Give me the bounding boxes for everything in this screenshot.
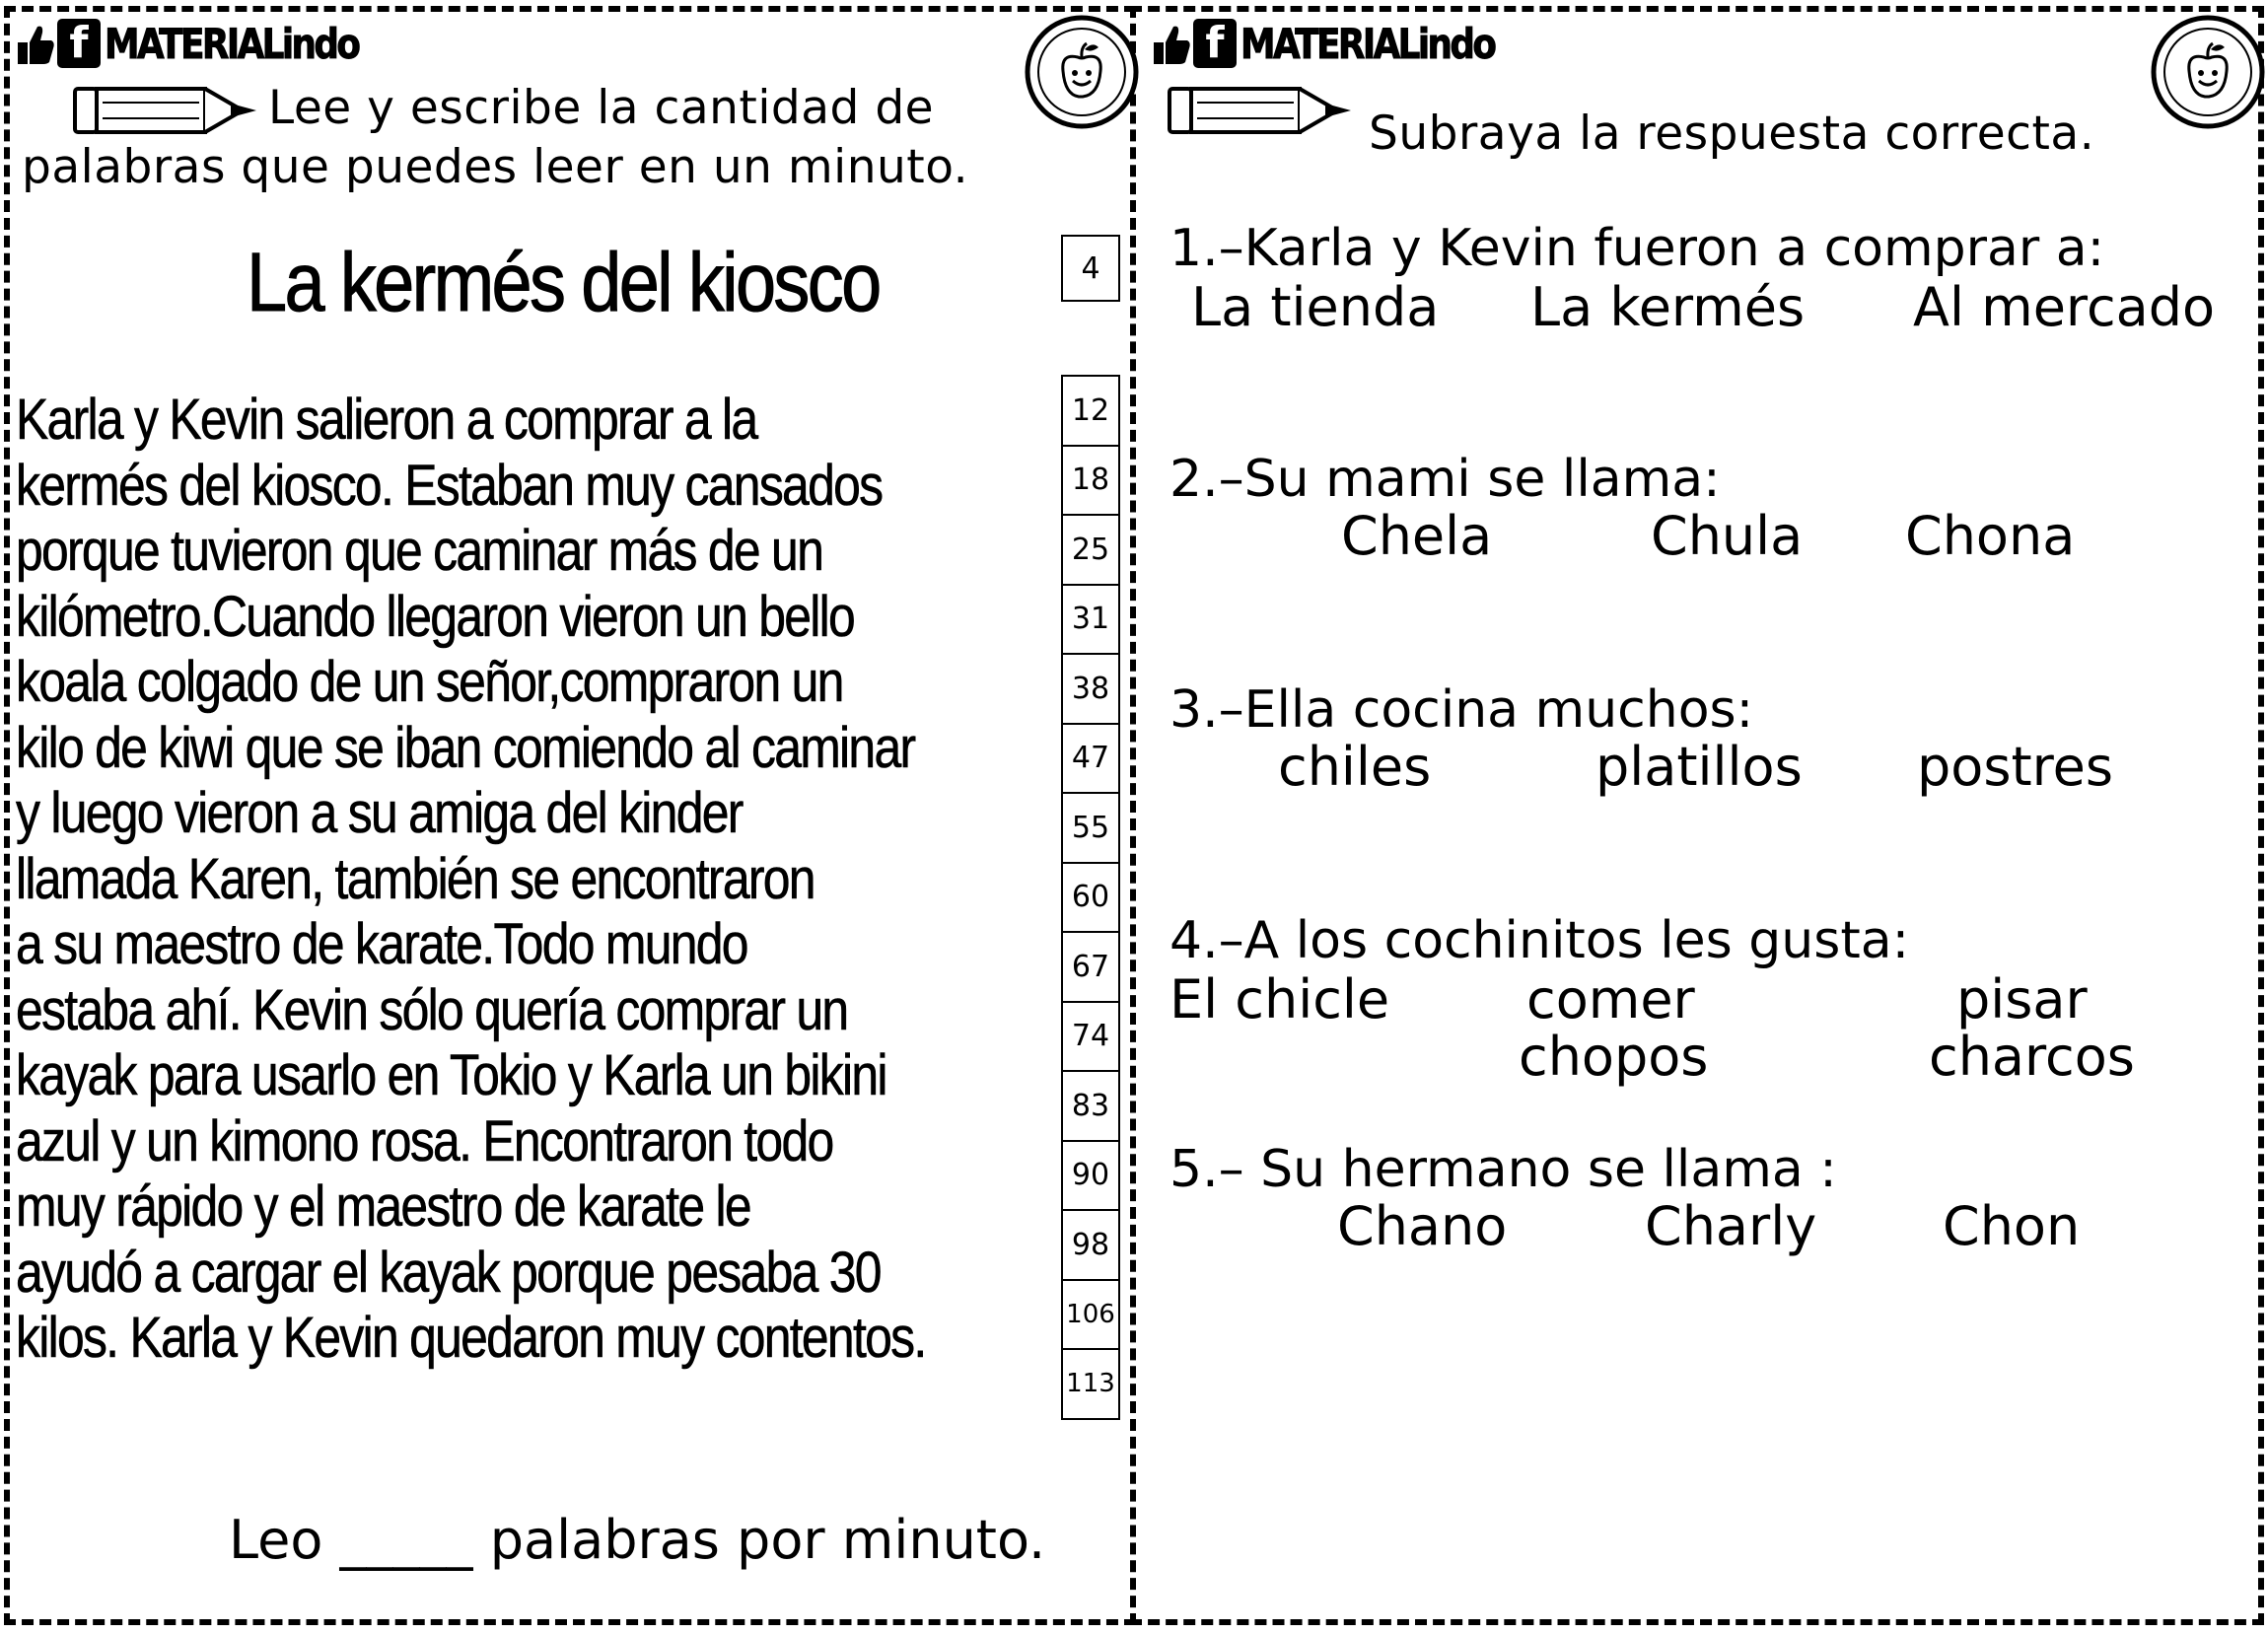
- title-word-count: 4: [1061, 235, 1120, 302]
- story-line: azul y un kimono rosa. Encontraron todo: [16, 1108, 833, 1173]
- option-2a[interactable]: Chela: [1341, 505, 1493, 567]
- word-count-box: 90: [1061, 1140, 1120, 1212]
- thumbs-up-icon: [16, 21, 55, 66]
- option-4c-line2[interactable]: charcos: [1929, 1026, 2135, 1088]
- question-1: 1.–Karla y Kevin fueron a comprar a:: [1169, 219, 2105, 278]
- option-4c-line1[interactable]: pisar: [1956, 968, 2088, 1031]
- pencil-icon: [73, 83, 260, 138]
- story-line: kilómetro.Cuando llegaron vieron un bello: [16, 584, 855, 649]
- option-3b[interactable]: platillos: [1595, 736, 1803, 798]
- story-line: kilo de kiwi que se iban comiendo al caminar: [16, 715, 915, 780]
- word-count-box: 18: [1061, 445, 1120, 517]
- brand-header-right: [1152, 14, 1539, 73]
- story-line: koala colgado de un señor,compraron un: [16, 650, 843, 714]
- word-count-box: 74: [1061, 1001, 1120, 1073]
- option-5a[interactable]: Chano: [1337, 1195, 1508, 1257]
- word-count-box: 38: [1061, 653, 1120, 725]
- facebook-icon: f: [1193, 19, 1237, 68]
- word-count-box: 25: [1061, 514, 1120, 586]
- questions-instruction: Subraya la respuesta correcta.: [1369, 107, 2095, 161]
- option-5c[interactable]: Chon: [1943, 1195, 2081, 1257]
- word-count-box: 60: [1061, 862, 1120, 934]
- word-count-box: 47: [1061, 723, 1120, 795]
- option-5b[interactable]: Charly: [1645, 1195, 1817, 1257]
- question-3: 3.–Ella cocina muchos:: [1169, 680, 1754, 740]
- story-line: estaba ahí. Kevin sólo quería comprar un: [16, 977, 848, 1042]
- option-4a[interactable]: El chicle: [1169, 968, 1390, 1031]
- option-3a[interactable]: chiles: [1278, 736, 1432, 798]
- brand-name: MATERIALindo: [105, 19, 359, 68]
- story-line: llamada Karen, también se encontraron: [16, 846, 815, 911]
- option-4b-line1[interactable]: comer: [1526, 968, 1695, 1031]
- question-5: 5.– Su hermano se llama :: [1169, 1140, 1837, 1199]
- story-line: porque tuvieron que caminar más de un: [16, 519, 823, 583]
- brand-header-left: [16, 14, 403, 73]
- word-count-box: 55: [1061, 792, 1120, 864]
- brand-name: MATERIALindo: [1240, 19, 1495, 68]
- apple-seal-icon: [2150, 14, 2266, 130]
- story-line: kayak para usarlo en Tokio y Karla un bikini: [16, 1043, 886, 1107]
- words-per-minute-line: Leo _____ palabras por minuto.: [229, 1509, 1046, 1571]
- story-line: Karla y Kevin salieron a comprar a la: [16, 388, 757, 452]
- option-2c[interactable]: Chona: [1905, 505, 2076, 567]
- facebook-icon: f: [57, 19, 101, 68]
- thumbs-up-icon: [1152, 21, 1191, 66]
- apple-seal-icon: [1024, 14, 1140, 130]
- option-1b[interactable]: La kermés: [1530, 276, 1806, 338]
- reading-title: La kermés del kiosco: [247, 236, 880, 328]
- word-count-box: 113: [1061, 1348, 1120, 1420]
- story-line: muy rápido y el maestro de karate le: [16, 1174, 750, 1239]
- story-line: ayudó a cargar el kayak porque pesaba 30: [16, 1240, 881, 1305]
- option-1a[interactable]: La tienda: [1191, 276, 1440, 338]
- option-1c[interactable]: Al mercado: [1913, 276, 2216, 338]
- instruction-line-1: Lee y escribe la cantidad de: [268, 81, 935, 135]
- pencil-icon: [1168, 83, 1355, 138]
- option-3c[interactable]: postres: [1917, 736, 2113, 798]
- question-4: 4.–A los cochinitos les gusta:: [1169, 911, 1910, 970]
- word-count-box: 31: [1061, 584, 1120, 656]
- word-count-box: 83: [1061, 1070, 1120, 1142]
- instruction-line-2: palabras que puedes leer en un minuto.: [22, 140, 969, 194]
- word-count-box: 12: [1061, 375, 1120, 447]
- option-4b-line2[interactable]: chopos: [1519, 1026, 1709, 1088]
- word-count-box: 106: [1061, 1279, 1120, 1351]
- option-2b[interactable]: Chula: [1651, 505, 1804, 567]
- word-count-box: 98: [1061, 1209, 1120, 1281]
- story-line: kermés del kiosco. Estaban muy cansados: [16, 453, 883, 518]
- story-line: kilos. Karla y Kevin quedaron muy contentos.: [16, 1306, 926, 1370]
- story-line: y luego vieron a su amiga del kinder: [16, 781, 743, 845]
- word-count-box: 67: [1061, 931, 1120, 1003]
- question-2: 2.–Su mami se llama:: [1169, 450, 1721, 509]
- story-line: a su maestro de karate.Todo mundo: [16, 912, 747, 976]
